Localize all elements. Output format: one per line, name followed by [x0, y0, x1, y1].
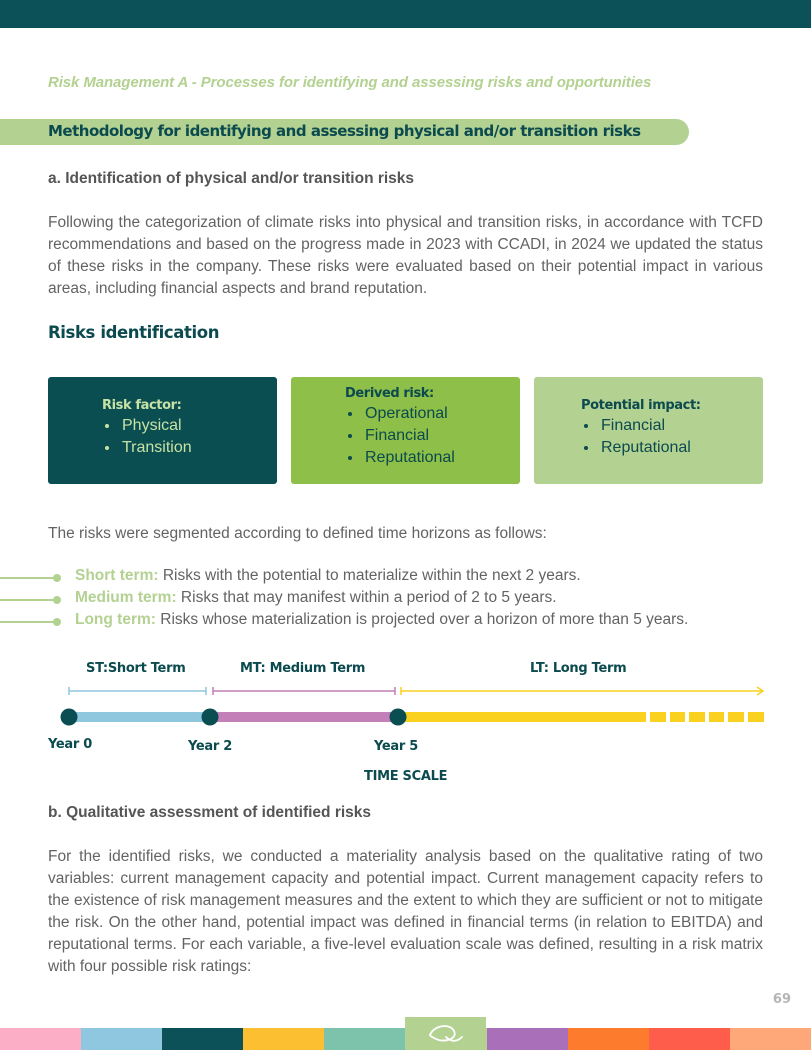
- top-banner: [0, 0, 811, 28]
- timeline-segment-label-medium: MT: Medium Term: [240, 661, 366, 676]
- connector-line: [0, 577, 56, 579]
- connector-line: [0, 621, 56, 623]
- card-list: [581, 415, 763, 459]
- horizons-intro: The risks were segmented according to defined time horizons as follows:: [48, 525, 547, 542]
- timeline-segment-label-short: ST:Short Term: [86, 661, 186, 676]
- horizon-text: Risks with the potential to materialize within the next 2 years.: [158, 567, 581, 584]
- list-item: • Financial: [599, 415, 763, 437]
- list-item: • Physical: [120, 415, 277, 437]
- list-item: • Reputational: [599, 437, 763, 459]
- timeline-bar-medium: [210, 712, 398, 722]
- bullet-dot-icon: [53, 596, 61, 604]
- footer-color-segment: [649, 1028, 730, 1050]
- subheading-identification: a. Identification of physical and/or transition risks: [48, 170, 415, 187]
- horizon-list: [0, 566, 811, 632]
- card-potential-impact: [534, 377, 763, 484]
- horizon-label: Long term:: [75, 611, 156, 628]
- leaf-logo-icon: [426, 1023, 466, 1045]
- list-item: • Transition: [120, 437, 277, 459]
- footer-color-strip: [0, 1028, 811, 1050]
- bullet-dot-icon: [53, 574, 61, 582]
- list-item: • Financial: [363, 425, 520, 447]
- milestone-label-year-2: Year 2: [188, 739, 232, 754]
- timeline-segment-label-long: LT: Long Term: [530, 661, 627, 676]
- milestone-node-year-2: [202, 709, 219, 726]
- time-scale-title: TIME SCALE: [364, 769, 448, 784]
- list-item: • Operational: [363, 403, 520, 425]
- paragraph-identification: Following the categorization of climate risks into physical and transition risks, in accordance with TCFD recommendations and based on the progress made in 2023 with CCADI, in 2024 we updated the status of these risks in the company. These risks were evaluated based on their potential impact in various areas, including financial aspects and brand reputation.: [48, 214, 763, 297]
- milestone-label-year-0: Year 0: [48, 737, 92, 752]
- bracket-long-arrow: [401, 687, 763, 695]
- page-number: 69: [772, 992, 791, 1007]
- time-scale-diagram: [0, 680, 811, 730]
- milestone-label-year-5: Year 5: [374, 739, 418, 754]
- bracket-medium: [213, 687, 395, 695]
- horizon-text: Risks that may manifest within a period of 2 to 5 years.: [176, 589, 557, 606]
- section-label: Risk Management A - Processes for identifying and assessing risks and opportunities: [48, 74, 652, 91]
- paragraph-assessment: For the identified risks, we conducted a materiality analysis based on the qualitative rating of two variables: current management capacity and potential impact. Current management capacity refers to the existence of risk management measures and the extent to which they are sufficient or not to mitigate the risk. On the other hand, potential impact was defined in financial terms (in relation to EBITDA) and reputational terms. For each variable, a five-level evaluation scale was defined, resulting in a risk matrix with four possible risk ratings:: [48, 848, 763, 975]
- horizon-text: Risks whose materialization is projected over a horizon of more than 5 years.: [155, 611, 689, 628]
- footer-color-segment: [162, 1028, 243, 1050]
- bracket-short: [69, 687, 206, 695]
- connector-line: [0, 599, 56, 601]
- timeline-bar-long-dashed: [650, 712, 764, 722]
- risks-identification-title: Risks identification: [48, 323, 220, 342]
- list-item: • Reputational: [363, 447, 520, 469]
- footer-color-segment: [324, 1028, 405, 1050]
- footer-color-segment: [243, 1028, 324, 1050]
- card-risk-factor: [48, 377, 277, 484]
- card-derived-risk: [291, 377, 520, 484]
- section-title: Methodology for identifying and assessing physical and/or transition risks: [48, 122, 641, 140]
- horizon-item-long: [0, 610, 811, 632]
- card-heading: Potential impact:: [581, 398, 701, 413]
- footer-logo: [405, 1017, 486, 1050]
- horizon-label: Medium term:: [75, 589, 177, 606]
- card-list: [345, 403, 520, 469]
- subheading-assessment: b. Qualitative assessment of identified risks: [48, 804, 372, 821]
- footer-color-segment: [81, 1028, 162, 1050]
- horizon-label: Short term:: [75, 567, 159, 584]
- footer-color-segment: [568, 1028, 649, 1050]
- milestone-node-year-0: [61, 709, 78, 726]
- bullet-dot-icon: [53, 618, 61, 626]
- footer-color-segment: [487, 1028, 568, 1050]
- card-list: [102, 415, 277, 459]
- card-heading: Risk factor:: [102, 398, 182, 413]
- timeline-bar-short: [69, 712, 210, 722]
- footer-color-segment: [0, 1028, 81, 1050]
- footer-color-segment: [730, 1028, 811, 1050]
- timeline-bar-long: [398, 712, 646, 722]
- horizon-item-medium: [0, 588, 811, 610]
- card-heading: Derived risk:: [345, 386, 434, 401]
- horizon-item-short: [0, 566, 811, 588]
- milestone-node-year-5: [390, 709, 407, 726]
